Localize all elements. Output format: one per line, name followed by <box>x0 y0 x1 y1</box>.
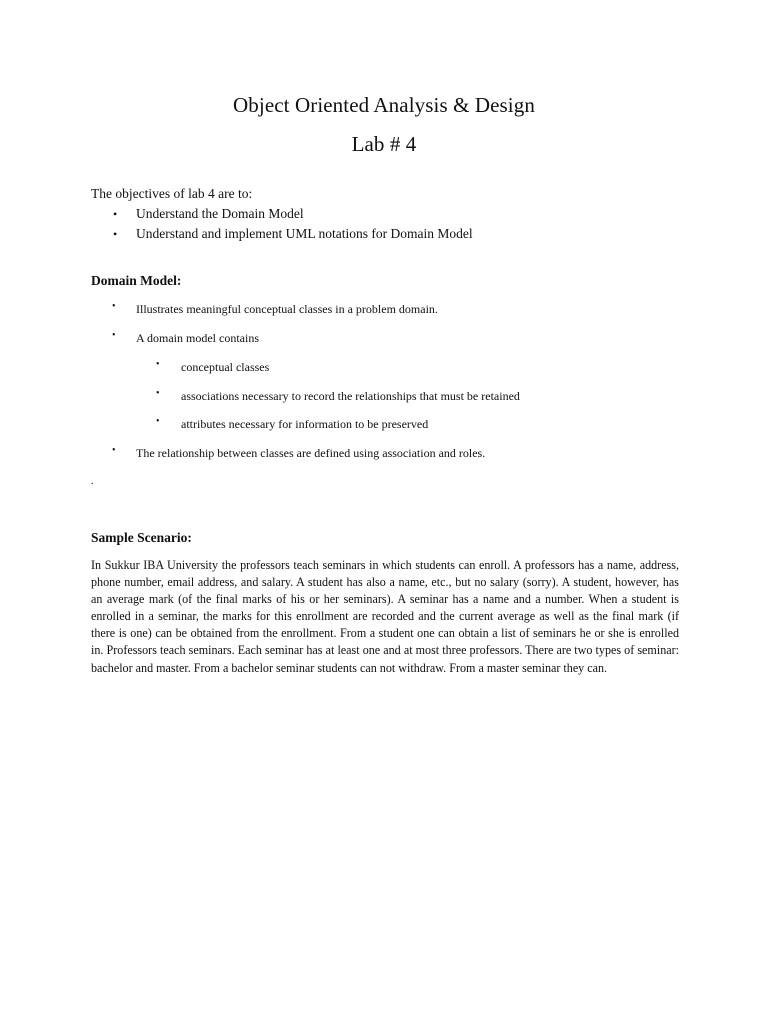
objective-item <box>91 226 473 246</box>
stray-mark: . <box>91 476 94 487</box>
sample-scenario-paragraph: In Sukkur IBA University the professors teach seminars in which students can enroll. A professors has a name, address, phone number, email address, and salary. A student has also a name, etc., but no salary (sorry). A student, however, has an average mark (of the final marks of his or her seminars). A seminar has a name and a number. When a student is enrolled in a seminar, the marks for this enrollment are recorded and the current average as well as the final mark (if there is one) can be obtained from the enrollment. From a student one can obtain a list of seminars he or she is enrolled in. Professors teach seminars. Each seminar has at least one and at most three professors. There are two types of seminar: bachelor and master. From a bachelor seminar students can not withdraw. From a master seminar they can. <box>91 558 679 675</box>
document-title: Object Oriented Analysis & Design <box>233 93 535 117</box>
bullet-icon: • <box>156 388 160 399</box>
bullet-icon: • <box>112 301 116 312</box>
objective-text: Understand the Domain Model <box>136 206 304 221</box>
list-item-text: attributes necessary for information to be preserved <box>181 417 429 431</box>
lab-number-title: Lab # 4 <box>351 132 417 156</box>
domain-model-heading: Domain Model: <box>91 273 182 288</box>
list-item-text: A domain model contains <box>136 331 259 345</box>
bullet-icon: • <box>156 359 160 370</box>
objective-text: Understand and implement UML notations for Domain Model <box>136 226 473 241</box>
objectives-list <box>91 206 473 246</box>
bullet-icon: • <box>112 330 116 341</box>
sample-scenario-heading: Sample Scenario: <box>91 530 192 545</box>
bullet-icon: • <box>113 207 118 221</box>
bullet-icon: • <box>156 416 160 427</box>
objective-item <box>91 206 473 226</box>
list-item-text: Illustrates meaningful conceptual classes in a problem domain. <box>136 302 438 316</box>
bullet-icon: • <box>113 227 118 241</box>
bullet-icon: • <box>112 445 116 456</box>
list-item-text: associations necessary to record the relationships that must be retained <box>181 389 520 403</box>
list-item-text: conceptual classes <box>181 360 270 374</box>
list-item-text: The relationship between classes are defined using association and roles. <box>136 446 486 460</box>
objectives-intro: The objectives of lab 4 are to: <box>91 186 253 201</box>
